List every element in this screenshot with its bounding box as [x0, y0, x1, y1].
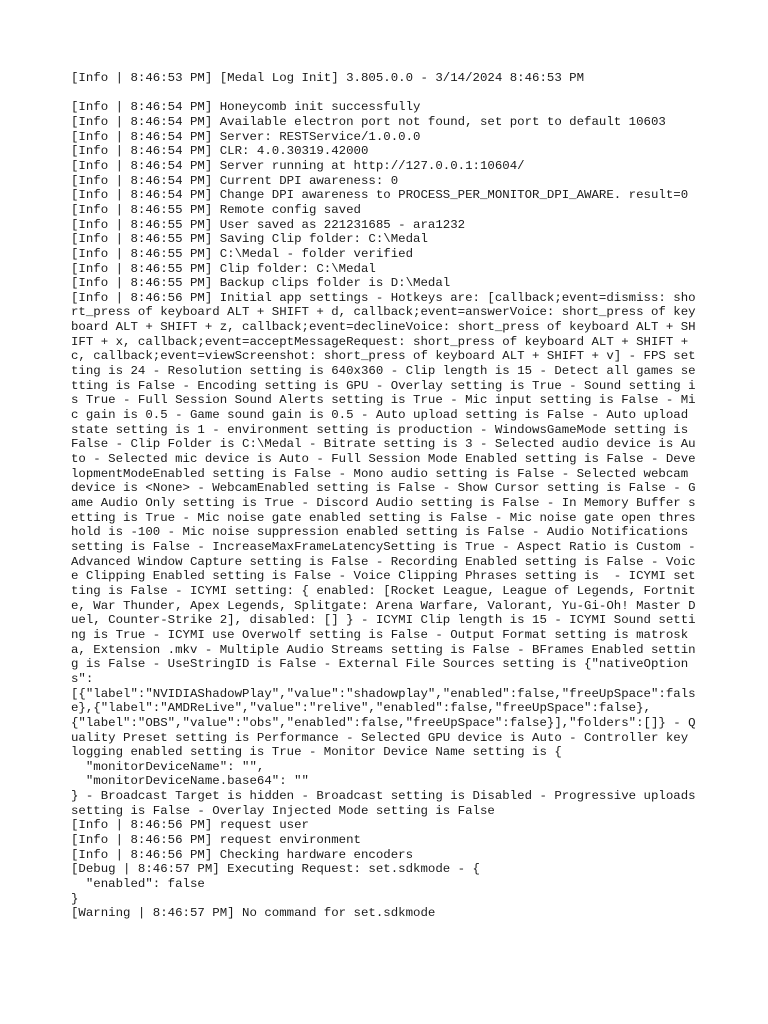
log-line: [Info | 8:46:54 PM] Change DPI awareness to PROCESS_PER_MONITOR_DPI_AWARE. result=0	[71, 188, 689, 203]
log-line: [Info | 8:46:56 PM] Checking hardware encoders	[71, 847, 414, 862]
blank-line	[71, 86, 701, 101]
log-line: [Info | 8:46:56 PM] request environment	[71, 833, 361, 848]
log-line: [Info | 8:46:55 PM] Clip folder: C:\Medal	[71, 261, 376, 276]
log-line: [Info | 8:46:54 PM] CLR: 4.0.30319.42000	[71, 144, 369, 159]
log-line: [Info | 8:46:54 PM] Server: RESTService/1.0.0.0	[71, 129, 421, 144]
log-line-app-settings: [Info | 8:46:56 PM] Initial app settings - Hotkeys are: [callback;event=dismiss: short_press of keyboard ALT + SHIFT + d, callback;event=answerVoice: short_press of keyboard ALT + SHIFT + z, callback;event=declineVoice: short_press of keyboard ALT + SHIFT + x, callback;event=acceptMessageRequest: short_press of keyboard ALT + SHIFT + c, callback;event=viewScreenshot: short_press of keyboard ALT + SHIFT + v] - FPS setting is 24 - Resolution setting is 640x360 - Clip length is 15 - Detect all games setting is False - Encoding setting is GPU - Overlay setting is True - Sound setting is True - Full Session Sound Alerts setting is True - Mic input setting is False - Mic gain is 0.5 - Game sound gain is 0.5 - Auto upload setting is False - Auto upload state setting is 1 - environment setting is production - WindowsGameMode setting is False - Clip Folder is C:\Medal - Bitrate setting is 3 - Selected audio device is Auto - Selected mic device is Auto - Full Session Mode Enabled setting is False - DevelopmentModeEnabled setting is False - Mono audio setting is False - Selected webcam device is <None> - WebcamEnabled setting is False - Show Cursor setting is False - Game Audio Only setting is True - Discord Audio setting is False - In Memory Buffer setting is True - Mic noise gate enabled setting is False - Mic noise gate open threshold is -100 - Mic noise suppression enabled setting is False - Audio Notifications setting is False - IncreaseMaxFrameLatencySetting is True - Aspect Ratio is Custom - Advanced Window Capture setting is False - Recording Enabled setting is False - Voice Clipping Enabled setting is False - Voice Clipping Phrases setting is - ICYMI setting is False - ICYMI setting: { enabled: [Rocket League, League of Legends, Fortnite, War Thunder, Apex Legends, Splitgate: Arena Warfare, Valorant, Yu-Gi-Oh! Master Duel, Counter-Strike 2], disabled: [] } - ICYMI Clip length is 15 - ICYMI Sound setting is True - ICYMI use Overwolf setting is False - Output Format setting is matroska, Extension .mkv - Multiple Audio Streams setting is False - BFrames Enabled setting is False - UseStringID is False - External File Sources setting is {"nativeOptions": [{"label":"NVIDIAShadowPlay","value":"shadowplay","enabled":false,"freeUpSpace":false},{"label":"AMDReLive","value":"relive","enabled":false,"freeUpSpace":false}, {"label":"OBS","value":"obs","enabled":false,"freeUpSpace":false}],"folders":[]} - Quality Preset setting is Performance - Selected GPU device is Auto - Controller key logging enabled setting is True - Monitor Device Name setting is { "monitorDeviceName": "", "monitorDeviceName.base64": "" } - Broadcast Target is hidden - Broadcast setting is Disabled - Progressive uploads setting is False - Overlay Injected Mode setting is False	[71, 290, 696, 818]
log-document	[71, 71, 701, 921]
log-line: [Info | 8:46:55 PM] C:\Medal - folder verified	[71, 246, 414, 261]
log-line: [Info | 8:46:55 PM] Backup clips folder is D:\Medal	[71, 276, 451, 291]
log-line: [Info | 8:46:55 PM] Remote config saved	[71, 202, 361, 217]
log-line: [Info | 8:46:55 PM] User saved as 221231685 - ara1232	[71, 217, 466, 232]
log-line-debug: [Debug | 8:46:57 PM] Executing Request: set.sdkmode - { "enabled": false }	[71, 862, 480, 906]
log-line: [Info | 8:46:54 PM] Current DPI awareness: 0	[71, 173, 399, 188]
log-header: [Info | 8:46:53 PM] [Medal Log Init] 3.805.0.0 - 3/14/2024 8:46:53 PM	[71, 71, 585, 85]
log-line: [Info | 8:46:54 PM] Available electron port not found, set port to default 10603	[71, 114, 666, 129]
log-line: [Info | 8:46:54 PM] Server running at http://127.0.0.1:10604/	[71, 158, 525, 173]
log-line: [Info | 8:46:56 PM] request user	[71, 818, 309, 833]
log-line: [Info | 8:46:54 PM] Honeycomb init successfully	[71, 100, 421, 115]
log-line: [Info | 8:46:55 PM] Saving Clip folder: C:\Medal	[71, 232, 428, 247]
log-line-warning: [Warning | 8:46:57 PM] No command for set.sdkmode	[71, 906, 436, 921]
